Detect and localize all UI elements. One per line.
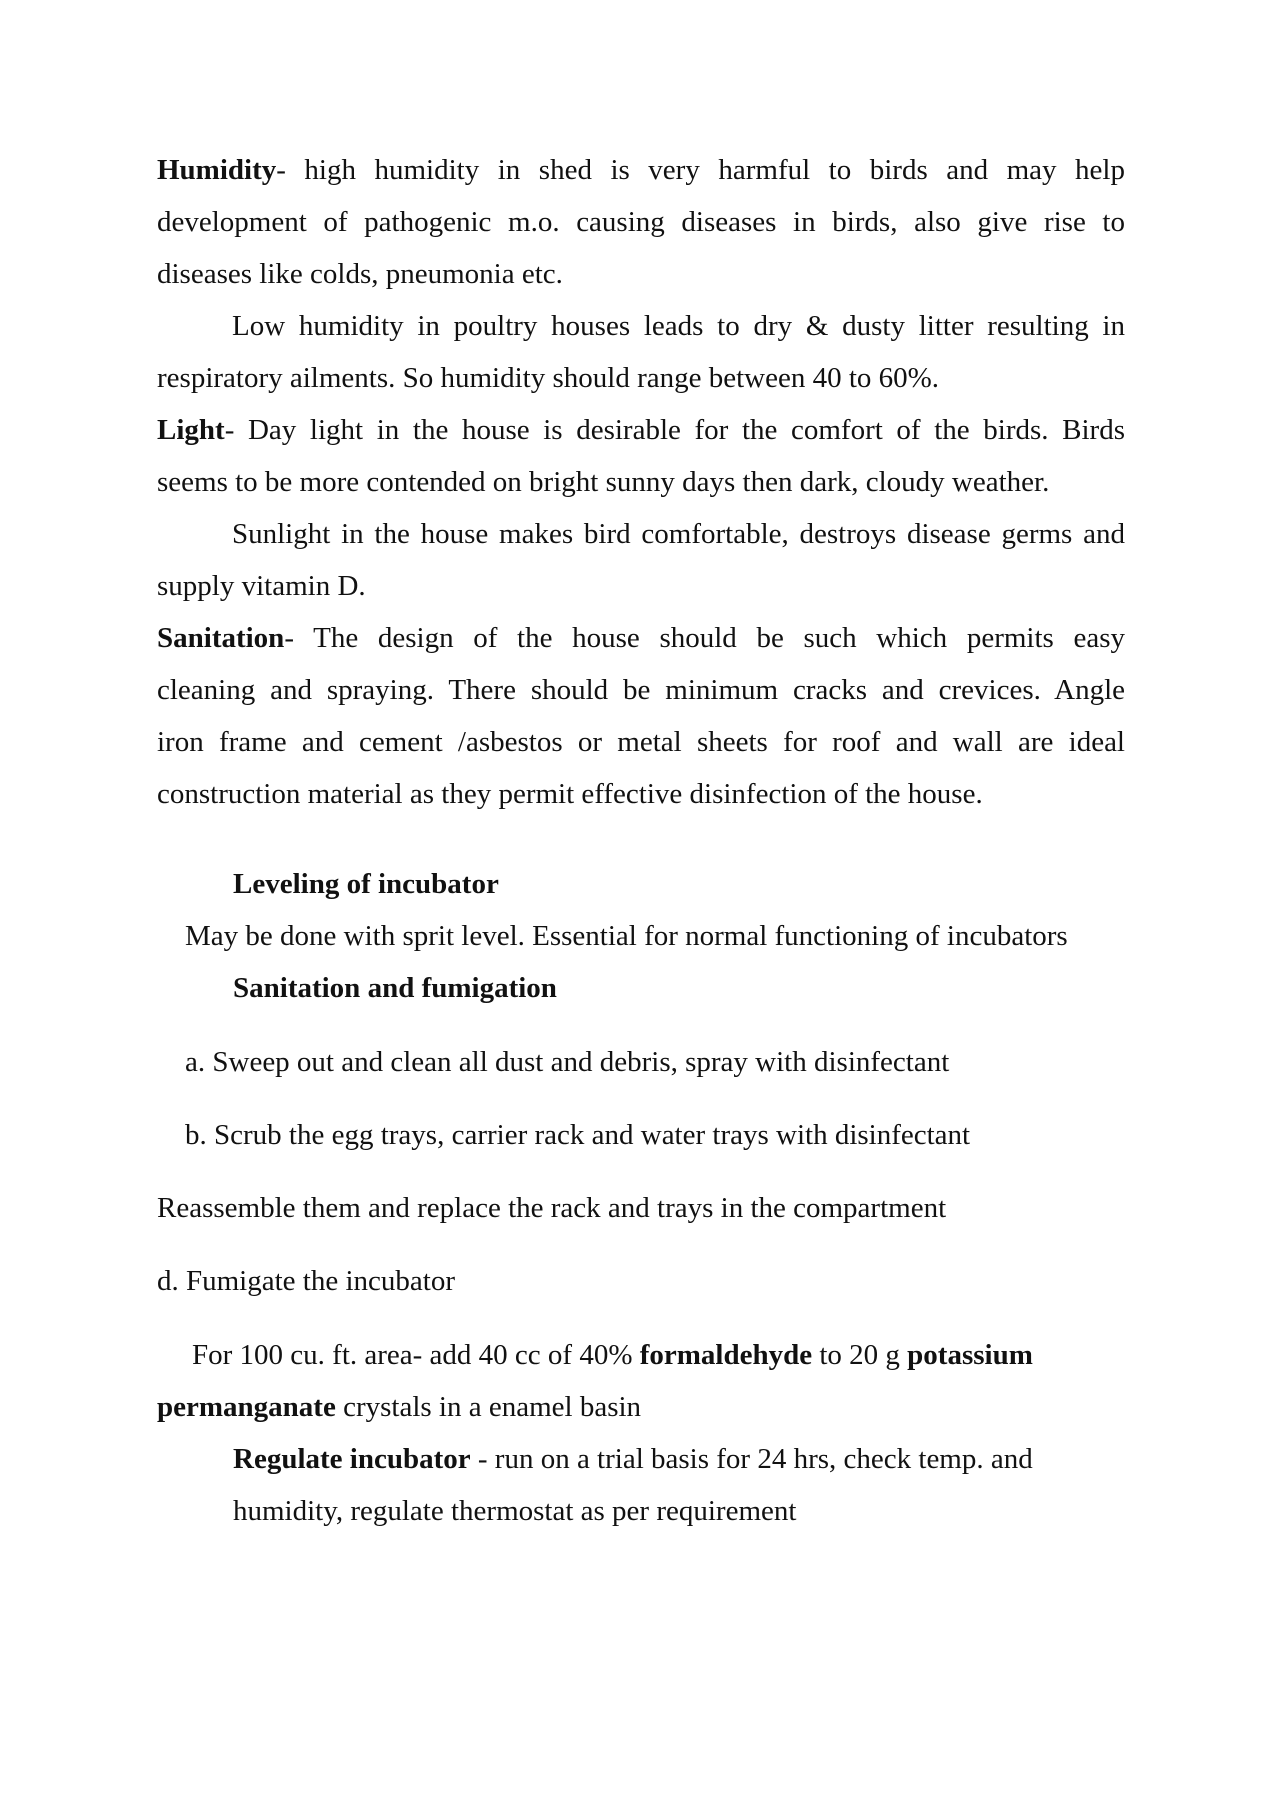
fumigation-item-c: Reassemble them and replace the rack and trays in the compartment	[157, 1192, 947, 1224]
formula-line-2	[157, 1389, 641, 1425]
formula-chemical-2b: permanganate	[157, 1391, 336, 1423]
light-line-1	[157, 412, 1125, 448]
light-line-2: seems to be more contended on bright sunny days then dark, cloudy weather.	[157, 466, 1050, 498]
sanitation-line-2: cleaning and spraying. There should be minimum cracks and crevices. Angle	[157, 674, 1125, 706]
formula-line-1	[192, 1337, 1033, 1373]
humidity-line-2: development of pathogenic m.o. causing diseases in birds, also give rise to	[157, 206, 1125, 238]
humidity-line-5: respiratory ailments. So humidity should range between 40 to 60%.	[157, 362, 940, 394]
humidity-heading: Humidity	[157, 154, 277, 186]
fumigation-item-d: d. Fumigate the incubator	[157, 1265, 455, 1297]
formula-chemical-2a: potassium	[907, 1339, 1033, 1371]
formula-text-3: crystals in a enamel basin	[335, 1391, 642, 1423]
sanitation-line-1	[157, 620, 1125, 656]
humidity-text: - high humidity in shed is very harmful to birds and may help	[276, 154, 1125, 186]
fumigation-item-a: a. Sweep out and clean all dust and debris, spray with disinfectant	[185, 1046, 950, 1078]
humidity-line-1	[157, 152, 1125, 188]
sanitation-heading: Sanitation	[157, 622, 285, 654]
humidity-line-4: Low humidity in poultry houses leads to dry & dusty litter resulting in	[232, 310, 1125, 342]
light-heading: Light	[157, 414, 225, 446]
regulate-text: - run on a trial basis for 24 hrs, check temp. and	[470, 1443, 1033, 1475]
light-line-4: supply vitamin D.	[157, 570, 366, 602]
leveling-heading: Leveling of incubator	[233, 868, 499, 900]
humidity-line-3: diseases like colds, pneumonia etc.	[157, 258, 563, 290]
light-line-3: Sunlight in the house makes bird comfortable, destroys disease germs and	[232, 518, 1125, 550]
sanitation-line-3: iron frame and cement /asbestos or metal sheets for roof and wall are ideal	[157, 726, 1125, 758]
leveling-text: May be done with sprit level. Essential for normal functioning of incubators	[185, 920, 1068, 952]
formula-chemical-1: formaldehyde	[639, 1339, 813, 1371]
sanitation-text: - The design of the house should be such which permits easy	[284, 622, 1125, 654]
regulate-line-2: humidity, regulate thermostat as per requirement	[233, 1495, 797, 1527]
fumigation-item-b: b. Scrub the egg trays, carrier rack and water trays with disinfectant	[185, 1119, 971, 1151]
light-text: - Day light in the house is desirable for the comfort of the birds. Birds	[224, 414, 1125, 446]
sanitation-line-4: construction material as they permit effective disinfection of the house.	[157, 778, 983, 810]
formula-text-1: For 100 cu. ft. area- add 40 cc of 40%	[192, 1339, 640, 1371]
regulate-line-1	[233, 1441, 1033, 1477]
formula-text-2: to 20 g	[812, 1339, 908, 1371]
regulate-heading: Regulate incubator	[233, 1443, 471, 1475]
fumigation-heading: Sanitation and fumigation	[233, 972, 557, 1004]
